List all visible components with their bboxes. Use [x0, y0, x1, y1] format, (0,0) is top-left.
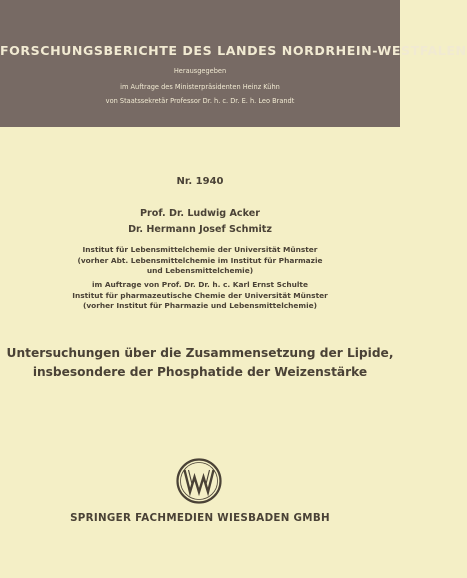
affiliation-1-line: und Lebensmittelchemie) [146, 266, 254, 276]
book-title [0, 344, 400, 381]
commission-line: im Auftrage des Ministerpräsidenten Heinz Kühn [120, 83, 280, 91]
series-title: FORSCHUNGSBERICHTE DES LANDES NORDRHEIN-WESTFALEN [0, 43, 467, 58]
affiliation-1-line: (vorher Abt. Lebensmittelchemie im Institut für Pharmazie [77, 255, 323, 265]
book-title-line: insbesondere der Phosphatide der Weizenstärke [32, 364, 368, 379]
secretary-line: von Staatssekretär Professor Dr. h. c. Dr. E. h. Leo Brandt [105, 97, 295, 105]
affiliation-2-line: Institut für pharmazeutische Chemie der Universität Münster [72, 290, 328, 300]
affiliation-2-line: (vorher Institut für Pharmazie und Lebensmittelchemie) [82, 301, 318, 311]
affiliation-2 [0, 280, 400, 312]
publisher-name: SPRINGER FACHMEDIEN WIESBADEN GMBH [70, 512, 330, 524]
book-title-line: Untersuchungen über die Zusammensetzung der Lipide, [6, 346, 394, 360]
author-1: Prof. Dr. Ludwig Acker [140, 208, 260, 219]
affiliation-1-line: Institut für Lebensmittelchemie der Universität Münster [82, 245, 318, 254]
springer-vs-emblem-icon [175, 457, 223, 505]
author-2: Dr. Hermann Josef Schmitz [128, 224, 272, 235]
series-header-band [0, 0, 467, 127]
report-number: Nr. 1940 [176, 176, 224, 187]
affiliation-1 [0, 245, 400, 277]
editor-note: Herausgegeben [173, 67, 227, 75]
affiliation-2-line: im Auftrage von Prof. Dr. Dr. h. c. Karl Ernst Schulte [92, 280, 308, 289]
